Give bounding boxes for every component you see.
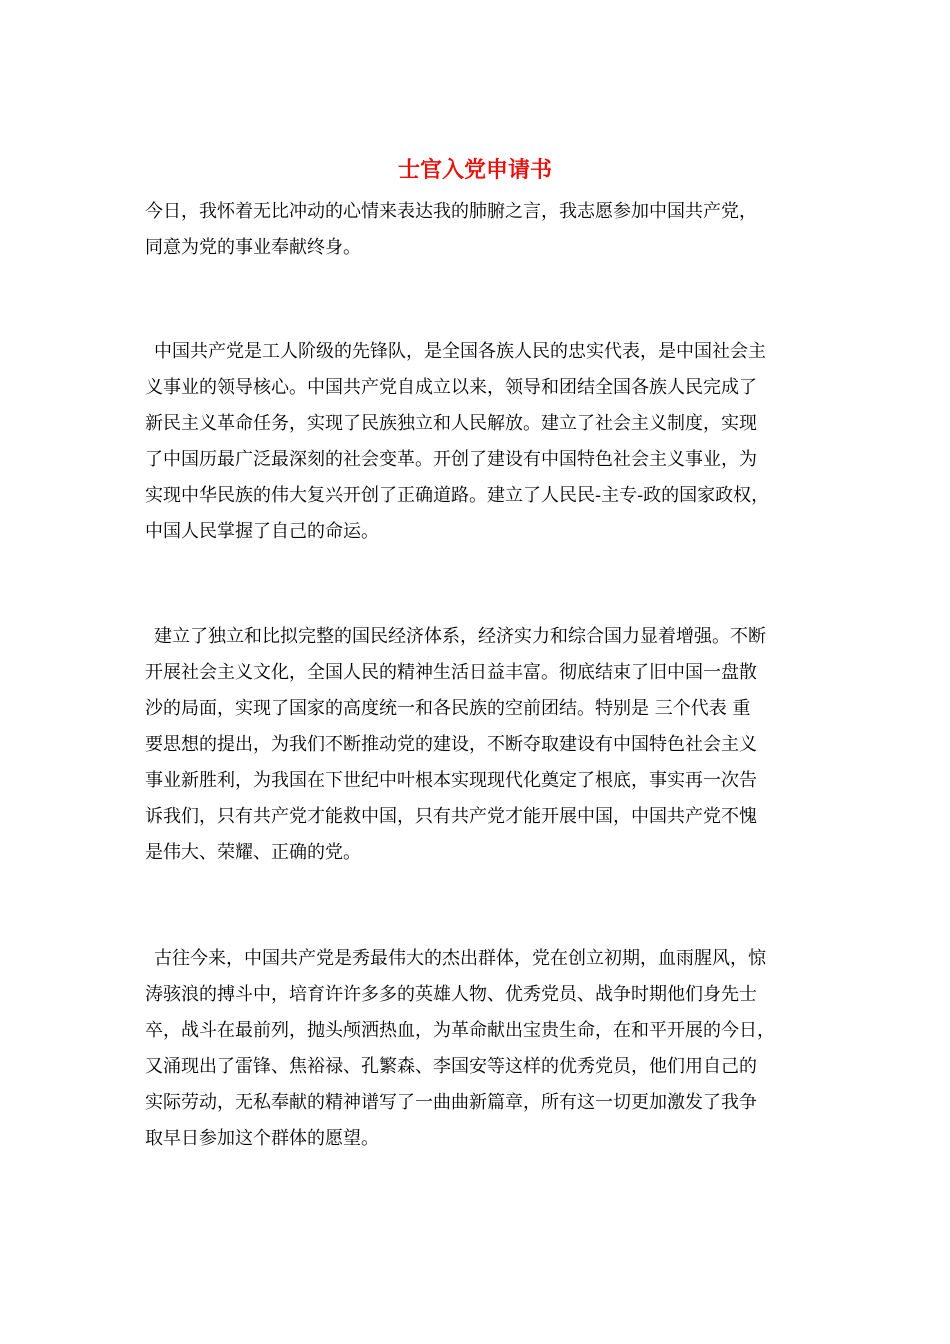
paragraph-3-line-3: 沙的局面，实现了国家的高度统一和各民族的空前团结。特别是 三个代表 重 — [145, 698, 751, 719]
paragraph-4-line-1: 古往今来，中国共产党是秀最伟大的杰出群体，党在创立初期，血雨腥风，惊 — [154, 948, 766, 969]
paragraph-3-line-5: 事业新胜利，为我国在下世纪中叶根本实现现代化奠定了根底，事实再一次告 — [145, 770, 757, 791]
paragraph-1-line-1: 今日，我怀着无比冲动的心情来表达我的肺腑之言，我志愿参加中国共产党， — [145, 201, 757, 222]
paragraph-3-line-2: 开展社会主义文化，全国人民的精神生活日益丰富。彻底结束了旧中国一盘散 — [145, 662, 757, 683]
document-title: 士官入党申请书 — [397, 157, 552, 183]
paragraph-4-line-3: 卒，战斗在最前列，抛头颅洒热血，为革命献出宝贵生命，在和平开展的今日， — [145, 1020, 775, 1041]
paragraph-4-line-5: 实际劳动，无私奉献的精神谱写了一曲曲新篇章，所有这一切更加激发了我争 — [145, 1092, 757, 1113]
paragraph-4-line-6: 取早日参加这个群体的愿望。 — [145, 1128, 379, 1149]
paragraph-3-line-7: 是伟大、荣耀、正确的党。 — [145, 842, 361, 863]
paragraph-4-line-2: 涛骇浪的搏斗中，培育许许多多的英雄人物、优秀党员、战争时期他们身先士 — [145, 984, 757, 1005]
paragraph-2-line-4: 了中国历最广泛最深刻的社会变革。开创了建设有中国特色社会主义事业，为 — [145, 449, 757, 470]
paragraph-2-line-5: 实现中华民族的伟大复兴开创了正确道路。建立了人民民-主专-政的国家政权， — [145, 485, 770, 506]
paragraph-3-line-6: 诉我们，只有共产党才能救中国，只有共产党才能开展中国，中国共产党不愧 — [145, 806, 757, 827]
paragraph-2-line-6: 中国人民掌握了自己的命运。 — [145, 521, 379, 542]
paragraph-1-line-2: 同意为党的事业奉献终身。 — [145, 237, 361, 258]
paragraph-2-line-1: 中国共产党是工人阶级的先锋队，是全国各族人民的忠实代表，是中国社会主 — [154, 341, 766, 362]
paragraph-2-line-3: 新民主义革命任务，实现了民族独立和人民解放。建立了社会主义制度，实现 — [145, 413, 757, 434]
paragraph-2-line-2: 义事业的领导核心。中国共产党自成立以来，领导和团结全国各族人民完成了 — [145, 377, 757, 398]
paragraph-3-line-1: 建立了独立和比拟完整的国民经济体系，经济实力和综合国力显着增强。不断 — [154, 626, 766, 647]
paragraph-4-line-4: 又涌现出了雷锋、焦裕禄、孔繁森、李国安等这样的优秀党员，他们用自己的 — [145, 1056, 757, 1077]
paragraph-3-line-4: 要思想的提出，为我们不断推动党的建设，不断夺取建设有中国特色社会主义 — [145, 734, 757, 755]
